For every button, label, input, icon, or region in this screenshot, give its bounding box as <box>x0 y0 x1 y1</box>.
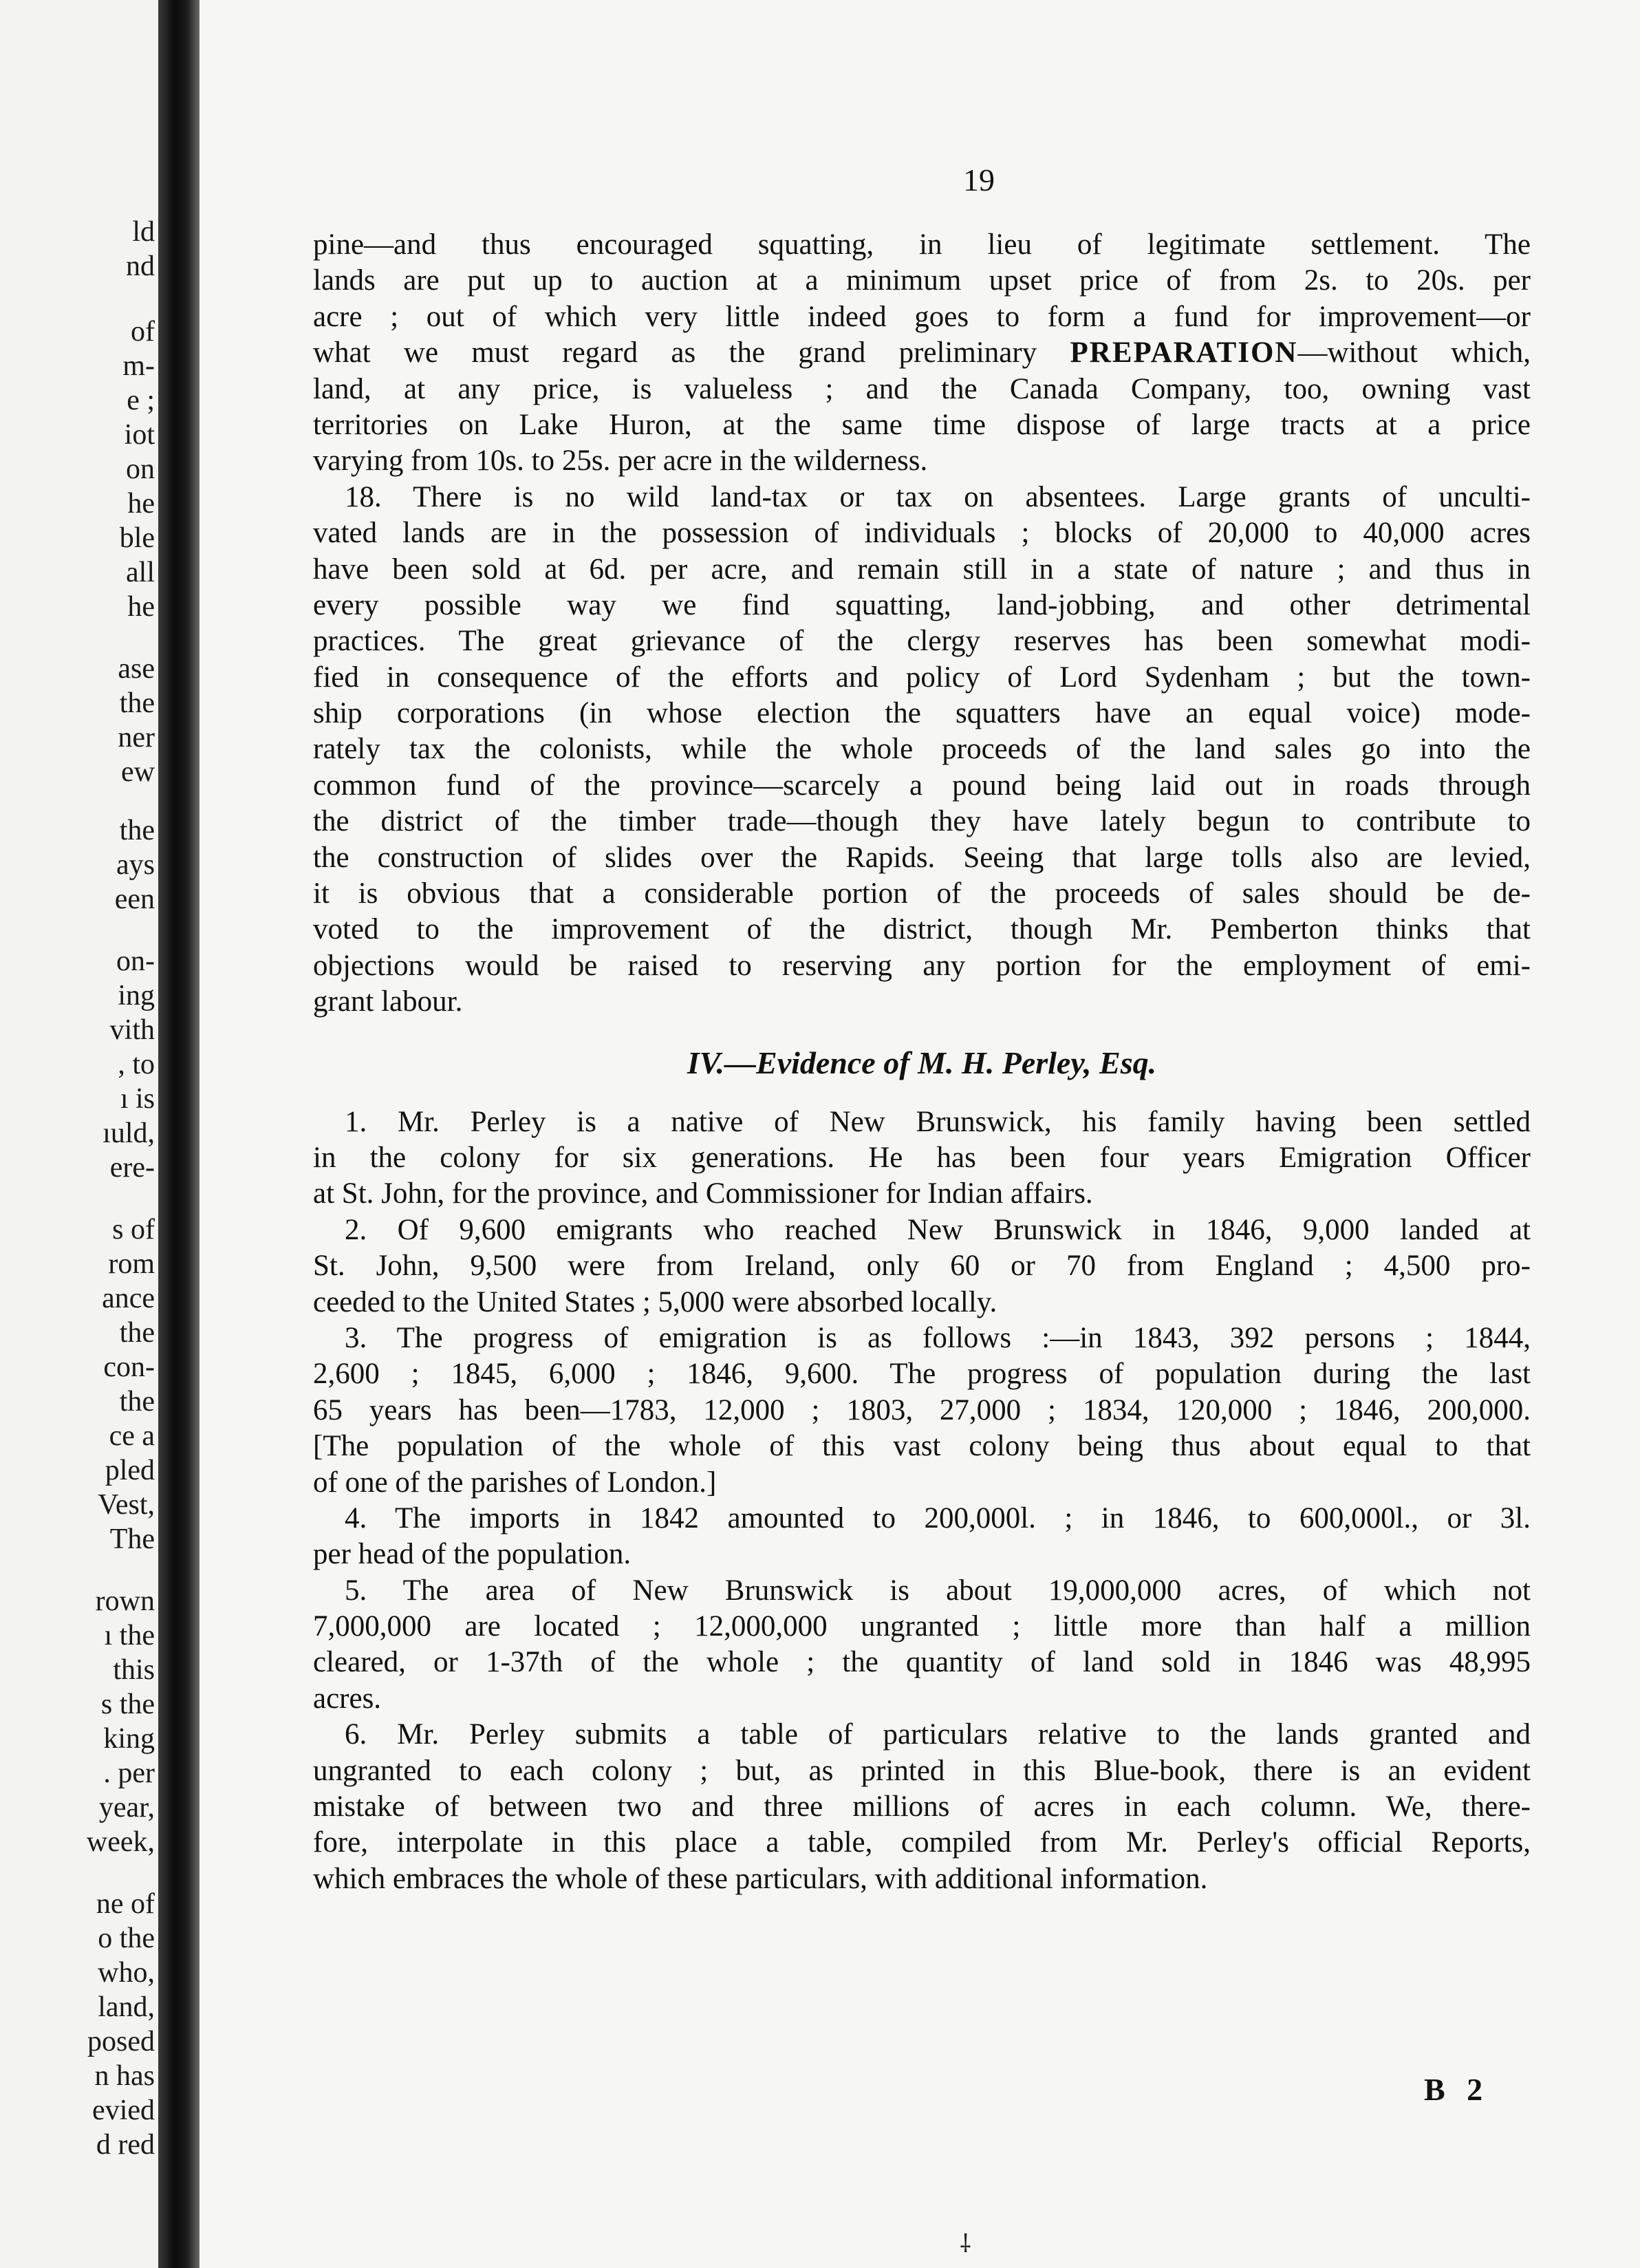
paragraph-2 <box>313 1212 1531 1320</box>
text-line: ship corporations (in whose election the squatters have an equal voice) mode- <box>313 697 1531 730</box>
facing-page-text: ne of <box>96 1888 155 1920</box>
text-line: per head of the population. <box>313 1538 632 1571</box>
text-line: in the colony for six generations. He has been four years Emigration Officer <box>313 1141 1531 1174</box>
facing-page-text: , to <box>118 1049 155 1080</box>
facing-page-text: land, <box>98 1991 155 2023</box>
facing-page-text: ew <box>121 756 155 788</box>
text-line: 6. Mr. Perley submits a table of particulars relative to the lands granted and <box>345 1718 1531 1751</box>
text-line: 2,600 ; 1845, 6,000 ; 1846, 9,600. The progress of population during the last <box>313 1358 1531 1391</box>
facing-page-text: king <box>103 1723 155 1755</box>
facing-page-text: een <box>114 884 155 915</box>
text-line: at St. John, for the province, and Commissioner for Indian affairs. <box>313 1177 1093 1210</box>
facing-page-text: he <box>127 591 155 623</box>
paragraph-1 <box>313 1104 1531 1212</box>
text-line: grant labour. <box>313 985 463 1018</box>
facing-page-text: e ; <box>127 385 155 416</box>
facing-page-text: ere- <box>109 1152 155 1184</box>
facing-page-text: the <box>119 1386 155 1418</box>
text-line: 65 years has been—1783, 12,000 ; 1803, 27,000 ; 1834, 120,000 ; 1846, 200,000. <box>313 1393 1531 1426</box>
facing-page-text: all <box>126 557 155 588</box>
facing-page-text: iot <box>124 419 155 451</box>
facing-page-text: ıuld, <box>102 1117 155 1149</box>
facing-page-text: ld <box>132 216 155 248</box>
facing-page-text: ı the <box>104 1620 155 1651</box>
facing-page-text: ner <box>118 722 155 753</box>
text-line: practices. The great grievance of the clergy reserves has been somewhat modi- <box>313 625 1531 658</box>
text-line: rately tax the colonists, while the whole proceeds of the land sales go into the <box>313 733 1531 766</box>
facing-page-text: year, <box>98 1792 155 1823</box>
facing-page-text: ance <box>102 1283 155 1314</box>
text-line: varying from 10s. to 25s. per acre in the wilderness. <box>313 445 928 478</box>
text-line: acre ; out of which very little indeed goes to form a fund for improvement—or <box>313 300 1531 333</box>
paragraph-3 <box>313 1320 1531 1501</box>
facing-page-text: nd <box>126 250 155 282</box>
facing-page-text: this <box>113 1654 155 1686</box>
facing-page-text: n has <box>94 2060 155 2092</box>
facing-page-text: week, <box>86 1826 155 1858</box>
facing-page-text: vith <box>109 1014 155 1046</box>
text-line: fore, interpolate in this place a table, compiled from Mr. Perley's official Reports, <box>313 1826 1531 1859</box>
facing-page-fragment <box>0 0 158 2268</box>
text-line: what we must regard as the grand preliminary PREPARATION—without which, <box>313 336 1531 370</box>
text-line: land, at any price, is valueless ; and the Canada Company, too, owning vast <box>313 372 1531 405</box>
facing-page-text: . per <box>103 1757 155 1789</box>
book-page <box>199 0 1640 2268</box>
facing-page-text: rown <box>95 1585 155 1617</box>
facing-page-text: ce a <box>109 1420 155 1452</box>
facing-page-text: the <box>119 815 155 846</box>
facing-page-text: m- <box>122 350 155 382</box>
text-line: 1. Mr. Perley is a native of New Brunswick, his family having been settled <box>345 1105 1531 1138</box>
page-body <box>313 227 1531 1897</box>
paragraph-18 <box>313 480 1531 1020</box>
text-line: of one of the parishes of London.] <box>313 1466 717 1499</box>
facing-page-text: the <box>119 1317 155 1349</box>
paragraph-4 <box>313 1501 1531 1573</box>
text-line: mistake of between two and three millions of acres in each column. We, there- <box>313 1790 1531 1823</box>
text-line: common fund of the province—scarcely a pound being laid out in roads through <box>313 769 1531 802</box>
facing-page-text: ase <box>118 653 155 685</box>
text-line: ceeded to the United States ; 5,000 were absorbed locally. <box>313 1285 997 1318</box>
bottom-mark: ⸸ <box>960 2230 971 2258</box>
text-line: the construction of slides over the Rapids. Seeing that large tolls also are levied, <box>313 841 1531 874</box>
facing-page-text: on- <box>116 945 155 977</box>
text-line: 7,000,000 are located ; 12,000,000 ungranted ; little more than half a million <box>313 1610 1531 1643</box>
text-line: St. John, 9,500 were from Ireland, only 60 or 70 from England ; 4,500 pro- <box>313 1250 1531 1283</box>
text-line: the district of the timber trade—though they have lately begun to contribute to <box>313 805 1531 838</box>
text-line: vated lands are in the possession of individuals ; blocks of 20,000 to 40,000 acres <box>313 517 1531 550</box>
text-line: 5. The area of New Brunswick is about 19,000,000 acres, of which not <box>345 1574 1531 1607</box>
facing-page-text: pled <box>105 1455 155 1486</box>
facing-page-text: s of <box>112 1214 155 1245</box>
text-line: ungranted to each colony ; but, as printed in this Blue-book, there is an evident <box>313 1754 1531 1787</box>
text-line: pine—and thus encouraged squatting, in lieu of legitimate settlement. The <box>313 228 1531 261</box>
facing-page-text: The <box>109 1523 155 1555</box>
text-line: acres. <box>313 1682 382 1715</box>
text-line: have been sold at 6d. per acre, and remain still in a state of nature ; and thus in <box>313 553 1531 586</box>
facing-page-text: ı is <box>120 1083 155 1115</box>
text-line: 4. The imports in 1842 amounted to 200,000l. ; in 1846, to 600,000l., or 3l. <box>345 1501 1531 1534</box>
facing-page-text: Vest, <box>98 1489 155 1521</box>
text-line: territories on Lake Huron, at the same time dispose of large tracts at a price <box>313 408 1531 441</box>
facing-page-text: rom <box>108 1248 155 1280</box>
paragraph-6 <box>313 1717 1531 1897</box>
facing-page-text: posed <box>87 2026 155 2057</box>
text-line: 18. There is no wild land-tax or tax on absentees. Large grants of unculti- <box>345 480 1531 513</box>
text-line: 2. Of 9,600 emigrants who reached New Brunswick in 1846, 9,000 landed at <box>345 1213 1531 1246</box>
facing-page-text: he <box>127 488 155 520</box>
facing-page-text: the <box>119 687 155 719</box>
text-line: objections would be raised to reserving any portion for the employment of emi- <box>313 949 1531 982</box>
text-line: cleared, or 1-37th of the whole ; the quantity of land sold in 1846 was 48,995 <box>313 1646 1531 1679</box>
text-line: fied in consequence of the efforts and policy of Lord Sydenham ; but the town- <box>313 661 1531 694</box>
book-gutter <box>158 0 199 2268</box>
text-line: lands are put up to auction at a minimum upset price of from 2s. to 20s. per <box>313 264 1531 297</box>
facing-page-text: ays <box>116 849 155 881</box>
paragraph-continuation <box>313 227 1531 480</box>
text-line: 3. The progress of emigration is as follows :—in 1843, 392 persons ; 1844, <box>345 1321 1531 1354</box>
text-line: voted to the improvement of the district, though Mr. Pemberton thinks that <box>313 913 1531 946</box>
facing-page-text: ble <box>119 522 155 554</box>
section-heading: IV.—Evidence of M. H. Perley, Esq. <box>687 1045 1157 1080</box>
text-line: which embraces the whole of these particulars, with additional information. <box>313 1862 1208 1895</box>
facing-page-text: ing <box>118 980 155 1012</box>
facing-page-text: who, <box>98 1957 155 1989</box>
facing-page-text: con- <box>103 1351 155 1383</box>
facing-page-text: d red <box>96 2129 155 2161</box>
facing-page-text: on <box>126 453 155 485</box>
facing-page-text: evied <box>92 2095 155 2126</box>
text-line: every possible way we find squatting, land-jobbing, and other detrimental <box>313 588 1531 621</box>
facing-page-text: o the <box>98 1923 155 1954</box>
page-number: 19 <box>963 162 995 197</box>
facing-page-text: of <box>131 316 155 347</box>
paragraph-5 <box>313 1573 1531 1718</box>
facing-page-text: s the <box>100 1689 155 1720</box>
text-line: [The population of the whole of this vast colony being thus about equal to that <box>313 1430 1531 1463</box>
signature-mark: B 2 <box>1424 2072 1490 2107</box>
text-line: it is obvious that a considerable portion of the proceeds of sales should be de- <box>313 877 1531 910</box>
